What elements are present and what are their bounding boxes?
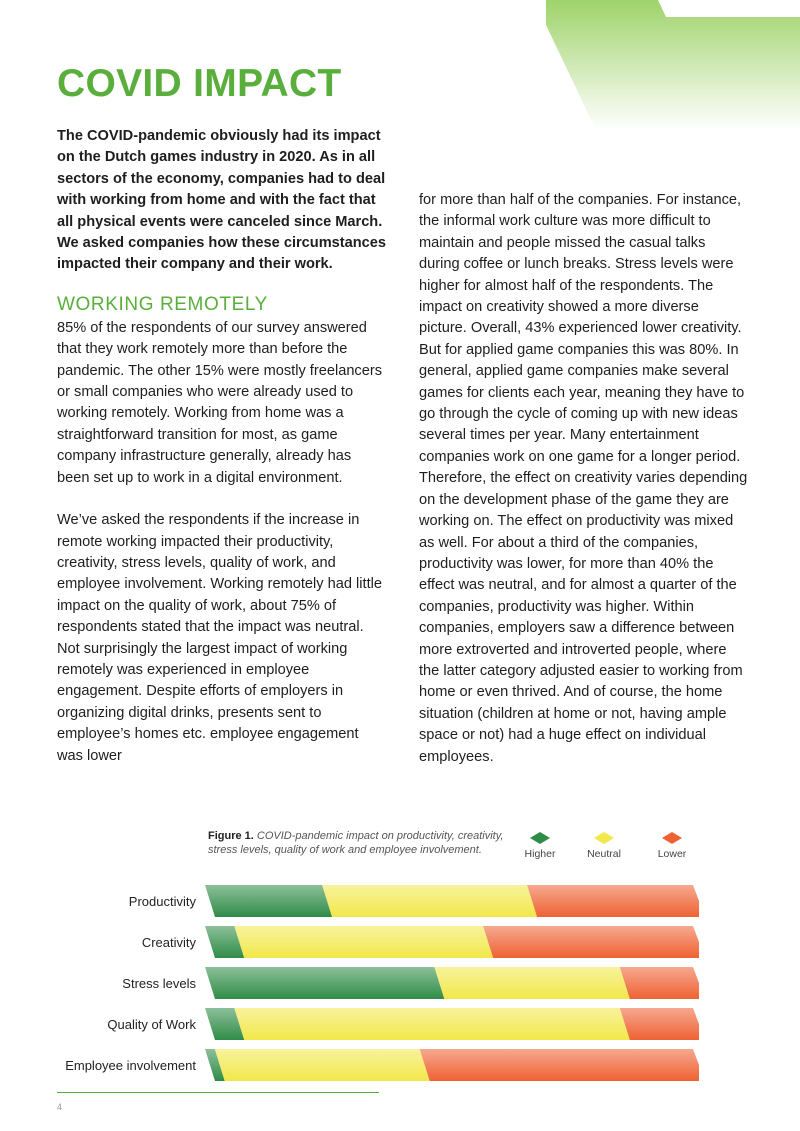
category-label: Employee involvement — [65, 1058, 196, 1073]
bar-segment-higher — [205, 885, 332, 917]
legend-swatch — [530, 832, 550, 844]
page-title: COVID IMPACT — [57, 62, 342, 105]
category-label: Quality of Work — [107, 1017, 196, 1032]
body-paragraph-2: We’ve asked the respondents if the increase in remote working impacted their productivity, creativity, stress levels, quality of work, and employee involvement. Working remotely had little impact on the quality of work, about 75% of respondents stated that the impact was neutral. Not surprisingly the largest impact of working remotely was experienced in employee engagement. Despite efforts of employers in organizing digital drinks, presents sent to employee’s homes etc. employee engagement was lower — [57, 512, 382, 764]
bar-segment-neutral — [234, 926, 493, 958]
category-label: Creativity — [141, 935, 196, 950]
figure-label: Figure 1. — [208, 830, 254, 842]
legend-label: Lower — [657, 848, 687, 860]
figure-caption — [208, 829, 508, 857]
bar-segment-lower — [620, 1008, 699, 1040]
legend-swatch — [594, 832, 614, 844]
category-label: Stress levels — [122, 976, 196, 991]
bar-segment-neutral — [234, 1008, 630, 1040]
legend-item-neutral — [574, 832, 634, 860]
intro-paragraph: The COVID-pandemic obviously had its impact on the Dutch games industry in 2020. As in all sectors of the economy, companies had to deal with working from home and with the fact that all physical events were canceled since March. We asked companies how these circumstances impacted their company and their work. — [57, 128, 387, 273]
category-label: Productivity — [128, 894, 196, 909]
bar-segment-neutral — [215, 1049, 430, 1081]
bar-segment-neutral — [434, 967, 629, 999]
footer-divider — [57, 1092, 379, 1093]
bar-segment-lower — [620, 967, 699, 999]
figure-caption-text: COVID-pandemic impact on productivity, creativity, stress levels, quality of work and employee involvement. — [208, 830, 504, 856]
bar-segment-lower — [420, 1049, 699, 1081]
stacked-bar-chart — [0, 880, 800, 1090]
right-column — [419, 190, 749, 768]
legend-item-lower — [642, 832, 702, 860]
left-column — [57, 126, 387, 767]
page-number: 4 — [57, 1102, 63, 1112]
bar-segment-lower — [527, 885, 699, 917]
legend-item-higher — [510, 832, 570, 860]
legend-swatch — [662, 832, 682, 844]
legend-label: Neutral — [587, 848, 621, 860]
bar-segment-neutral — [322, 885, 537, 917]
corner-decoration — [530, 0, 800, 130]
body-paragraph-3: for more than half of the companies. For instance, the informal work culture was more difficult to maintain and people missed the casual talks during coffee or lunch breaks. Stress levels were higher for almost half of the respondents. The impact on creativity showed a more diverse picture. Overall, 43% experienced lower creativity. But for applied game companies this was 80%. In general, applied game companies make several games for clients each year, meaning they have to go through the cycle of coming up with new ideas several times per year. Many entertainment companies work on one game for a longer period. Therefore, the effect on creativity varies depending on the development phase of the game they are working on. The effect on productivity was mixed as well. For about a third of the companies, productivity was lower, for more than 40% the effect was neutral, and for almost a quarter of the companies, productivity was higher. Within companies, employers saw a difference between more extroverted and introverted people, where the latter category adjusted easier to working from home or even thrived. And of course, the home situation (children at home or not, having ample space or not) had a huge effect on individual employees. — [419, 192, 748, 765]
section-heading: WORKING REMOTELY — [57, 293, 268, 315]
bar-segment-higher — [205, 967, 444, 999]
legend-label: Higher — [524, 848, 556, 860]
body-paragraph-1: 85% of the respondents of our survey answered that they work remotely more than before the pandemic. The other 15% were mostly freelancers or small companies who were already used to working remotely. Working from home was a straightforward transition for most, as game company infrastructure generally, already has been set up to work in a digital environment. — [57, 319, 383, 486]
bar-segment-lower — [483, 926, 699, 958]
